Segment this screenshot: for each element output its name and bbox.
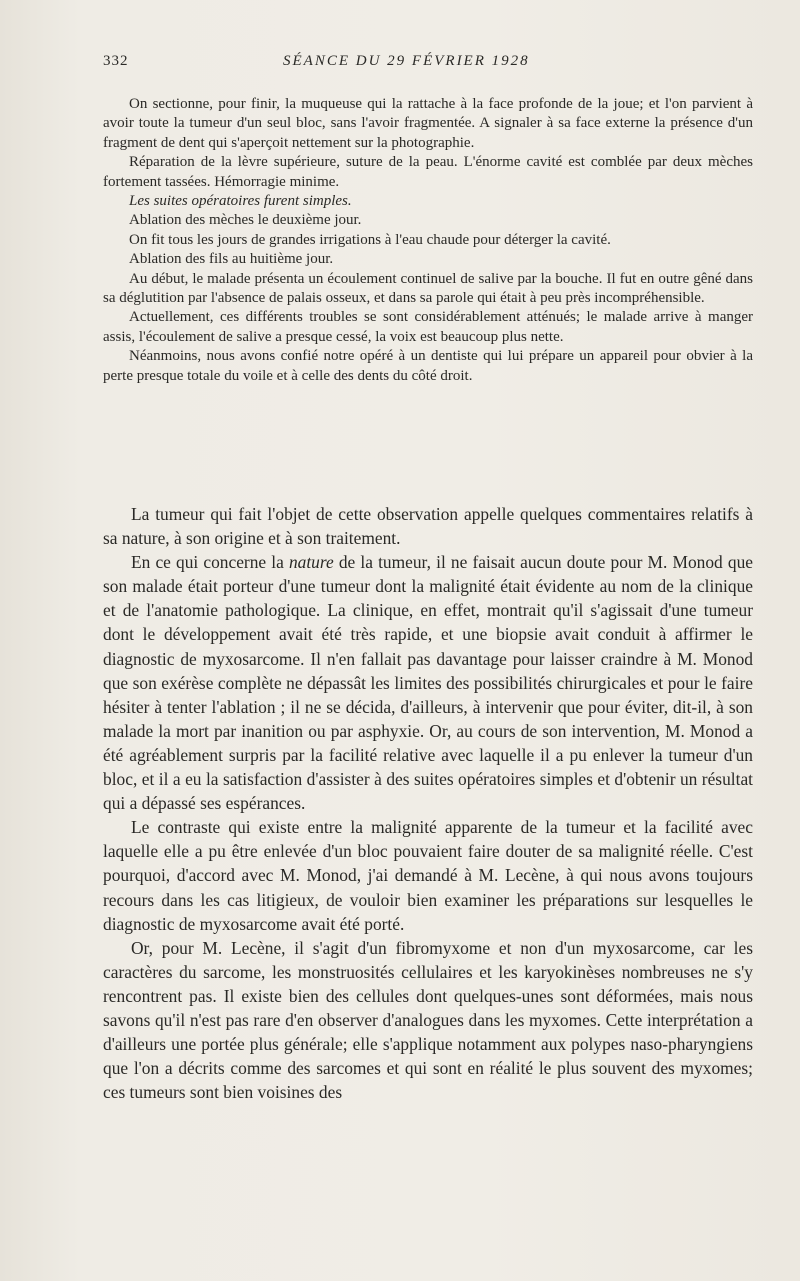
observation-paragraph: On sectionne, pour finir, la muqueuse qui la rattache à la face profonde de la joue; et l'on parvient à avoir toute la tumeur d'un seul bloc, sans l'avoir fragmentée. A signaler à sa face externe la présence d'un fragment de dent qui s'aperçoit nettement sur la photographie. — [103, 96, 753, 151]
emphasized-word: nature — [288, 552, 334, 573]
running-title: SÉANCE DU 29 FÉVRIER 1928 — [283, 53, 530, 69]
commentary-paragraph — [103, 550, 753, 815]
commentary-paragraph: La tumeur qui fait l'objet de cette observation appelle quelques commentaires relatifs à sa nature, à son origine et à son traitement. — [103, 504, 753, 549]
italic-observation-text: Les suites opératoires furent simples. — [129, 193, 352, 210]
commentary-paragraph: Or, pour M. Lecène, il s'agit d'un fibromyxome et non d'un myxosarcome, car les caractères du sarcome, les monstruosités cellulaires et les karyokinèses nombreuses ne s'y rencontrent pas. Il existe bien des cellules dont quelques-unes sont déformées, mais nous savons qu'il n'est pas rare d'en observer d'analogues dans les myxomes. Cette interprétation a d'ailleurs une portée plus générale; elle s'applique notamment aux polypes naso-pharyngiens que l'on a décrits comme des sarcomes et qui sont en réalité le plus souvent des myxomes; ces tumeurs sont bien voisines des — [103, 937, 753, 1103]
commentary-text: de la tumeur, il ne faisait aucun doute pour M. Monod que son malade était porteur d'une tumeur dont la malignité était évidente au nom de la clinique et de l'anatomie pathologique. La clinique, en effet, montrait qu'il s'agissait d'une tumeur dont le développement avait été très rapide, et une biopsie avait conduit à affirmer le diagnostic de myxosarcome. Il n'en fallait pas davantage pour laisser craindre à M. Monod que son exérèse complète ne dépassât les limites des possibilités chirurgicales et pour le faire hésiter à tenter l'ablation ; il ne se décida, d'ailleurs, à intervenir que pour éviter, dit-il, à son malade la mort par inanition ou par asphyxie. Or, au cours de son intervention, M. Monod a été agréablement surpris par la facilité relative avec laquelle il a pu enlever la tumeur d'un bloc, et il a eu la satisfaction d'assister à des suites opératoires simples et d'obtenir un résultat qui a dépassé ses espérances. — [103, 552, 753, 814]
observation-paragraph — [103, 192, 753, 211]
observation-section — [103, 95, 753, 386]
observation-paragraph: Ablation des fils au huitième jour. — [129, 251, 334, 268]
observation-paragraph: Ablation des mèches le deuxième jour. — [129, 212, 362, 229]
observation-paragraph: Réparation de la lèvre supérieure, suture de la peau. L'énorme cavité est comblée par deux mèches fortement tassées. Hémorragie minime. — [103, 154, 753, 190]
page-header — [103, 53, 753, 77]
commentary-section — [103, 502, 753, 1104]
page-number: 332 — [103, 53, 129, 69]
observation-paragraph: Néanmoins, nous avons confié notre opéré à un dentiste qui lui prépare un appareil pour obvier à la perte presque totale du voile et à celle des dents du côté droit. — [103, 348, 753, 384]
commentary-text: En ce qui concerne la — [131, 552, 289, 573]
observation-paragraph: On fit tous les jours de grandes irrigations à l'eau chaude pour déterger la cavité. — [129, 231, 611, 248]
observation-paragraph: Actuellement, ces différents troubles se sont considérablement atténués; le malade arrive à manger assis, l'écoulement de salive a presque cessé, la voix est beaucoup plus nette. — [103, 309, 753, 345]
commentary-paragraph: Le contraste qui existe entre la malignité apparente de la tumeur et la facilité avec laquelle elle a pu être enlevée d'un bloc pouvaient faire douter de sa malignité réelle. C'est pourquoi, d'accord avec M. Monod, j'ai demandé à M. Lecène, à qui nous avons toujours recours dans les cas litigieux, de vouloir bien examiner les préparations sur lesquelles le diagnostic de myxosarcome avait été porté. — [103, 817, 753, 934]
observation-paragraph: Au début, le malade présenta un écoulement continuel de salive par la bouche. Il fut en outre gêné dans sa déglutition par l'absence de palais osseux, et dans sa parole qui était à peu près incompréhensible. — [103, 270, 753, 307]
